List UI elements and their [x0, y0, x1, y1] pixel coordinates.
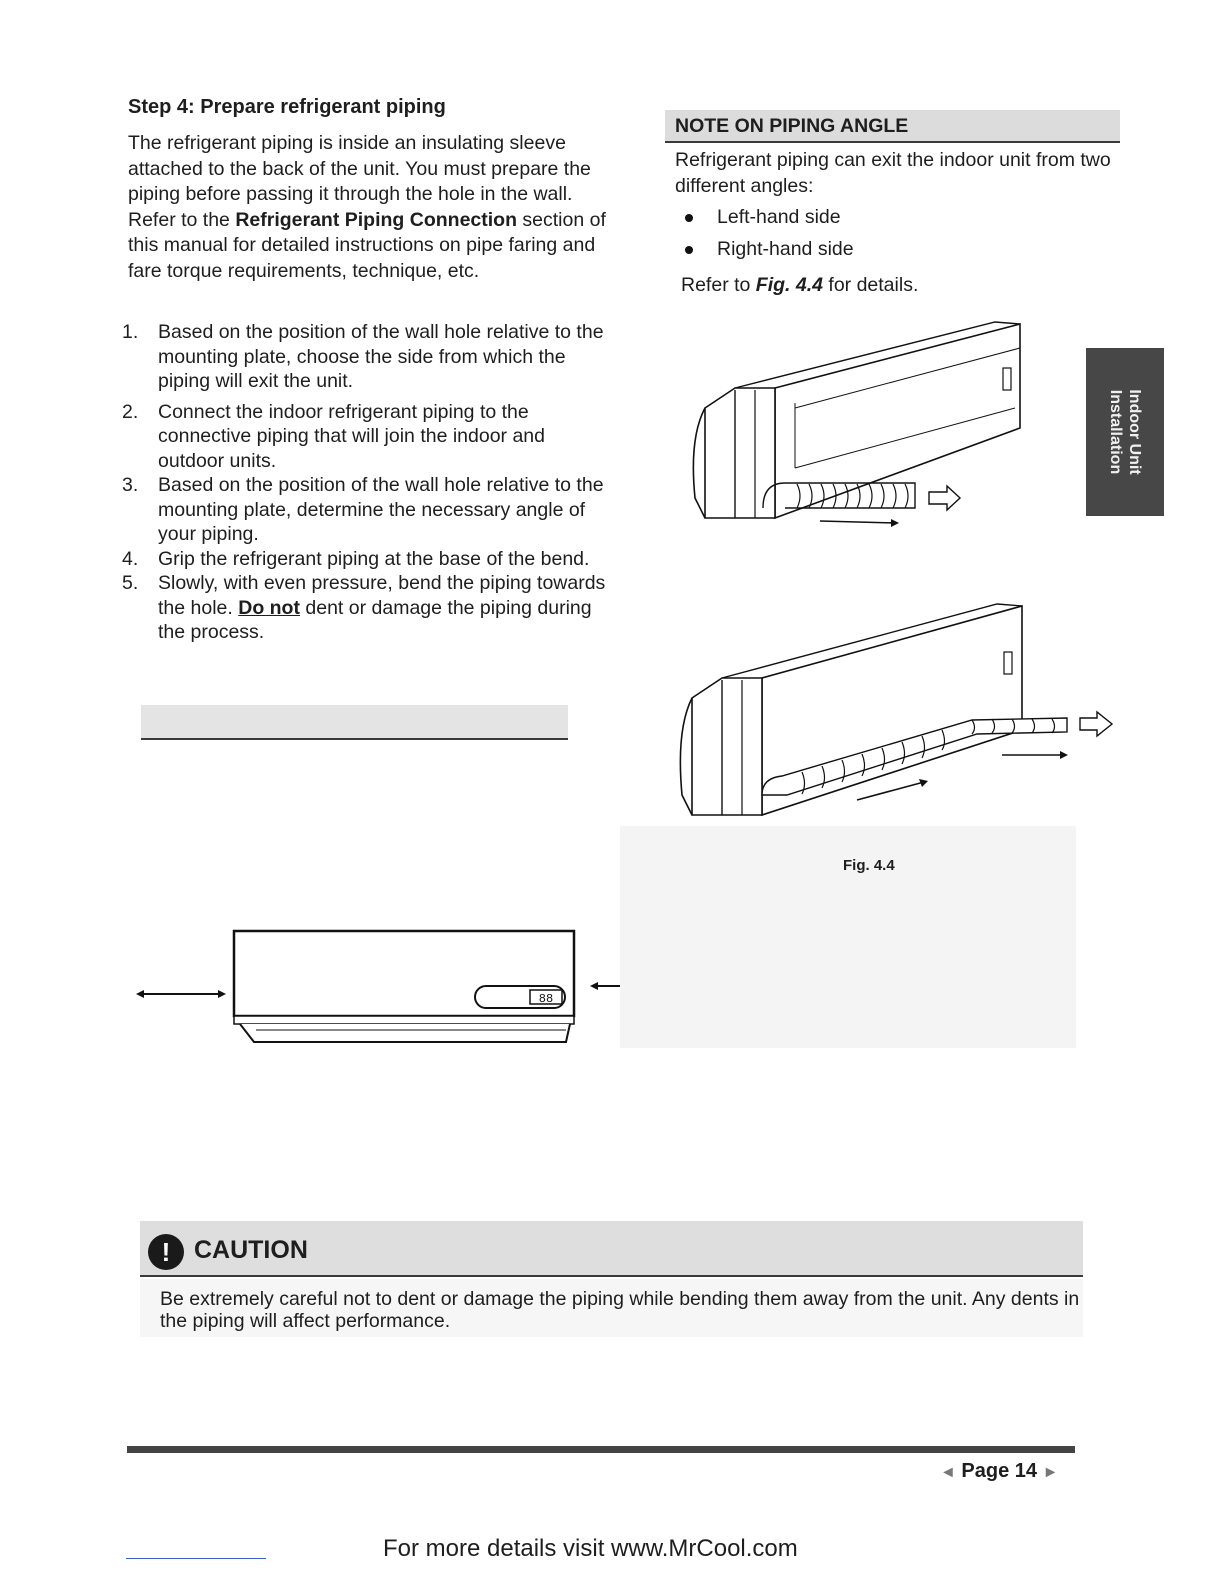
footer-visit-text: For more details visit www.MrCool.com — [383, 1535, 798, 1562]
page-number: ◄ Page 14 ► — [940, 1460, 1059, 1482]
indoor-unit-illustration — [130, 920, 690, 1050]
caution-title: CAUTION — [194, 1236, 308, 1264]
section-side-tab: Indoor Unit Installation — [1086, 348, 1164, 516]
caution-text: Be extremely careful not to dent or damage the piping while bending them away from the unit. Any dents in the piping will affect performance. — [160, 1288, 1080, 1332]
caution-icon: ! — [148, 1234, 184, 1270]
arrow-right-icon — [929, 486, 960, 510]
list-item: 1. Based on the position of the wall hole relative to the mounting plate, choose the side from which the piping will exit the unit. — [122, 321, 604, 392]
blank-section-header — [141, 705, 568, 740]
list-item: 3. Based on the position of the wall hole relative to the mounting plate, determine the necessary angle of your piping. — [122, 474, 604, 545]
list-item: Right-hand side — [680, 234, 854, 266]
section-reference: Refrigerant Piping Connection — [235, 208, 517, 231]
footer-link-line — [126, 1558, 266, 1559]
list-item: 5. Slowly, with even pressure, bend the piping towards the hole. Do not dent or damage the piping during the process. — [122, 572, 606, 643]
arrow-right-icon — [1080, 712, 1112, 736]
note-heading: NOTE ON PIPING ANGLE — [665, 110, 1120, 143]
list-item: Left-hand side — [680, 202, 854, 234]
piping-right-illustration — [672, 600, 1122, 820]
bullet-list — [680, 202, 854, 266]
do-not-emphasis: Do not — [238, 596, 300, 619]
previous-page-icon[interactable]: ◄ — [940, 1464, 956, 1481]
footer-rule — [127, 1446, 1075, 1453]
intro-paragraph: The refrigerant piping is inside an insulating sleeve attached to the back of the unit. You must prepare the piping before passing it through the hole in the wall. Refer to the Refrigerant Piping Connection section of this manual for detailed instructions on pipe faring and fare torque requirements, technique, etc. — [128, 132, 606, 282]
figure-reference: Refer to Fig. 4.4 for details. — [681, 274, 919, 296]
list-item: 2. Connect the indoor refrigerant piping to the connective piping that will join the indoor and outdoor units. — [122, 400, 546, 472]
step-title: Step 4: Prepare refrigerant piping — [128, 96, 446, 118]
display-readout: 88 — [538, 992, 554, 1006]
piping-left-illustration — [685, 318, 1030, 533]
next-page-icon[interactable]: ► — [1042, 1464, 1059, 1481]
note-text: Refrigerant piping can exit the indoor unit from two different angles: — [675, 149, 1111, 197]
list-item: 4. Grip the refrigerant piping at the base of the bend. — [122, 547, 590, 570]
figure-label: Fig. 4.4 — [843, 857, 895, 874]
steps-list — [122, 320, 612, 645]
